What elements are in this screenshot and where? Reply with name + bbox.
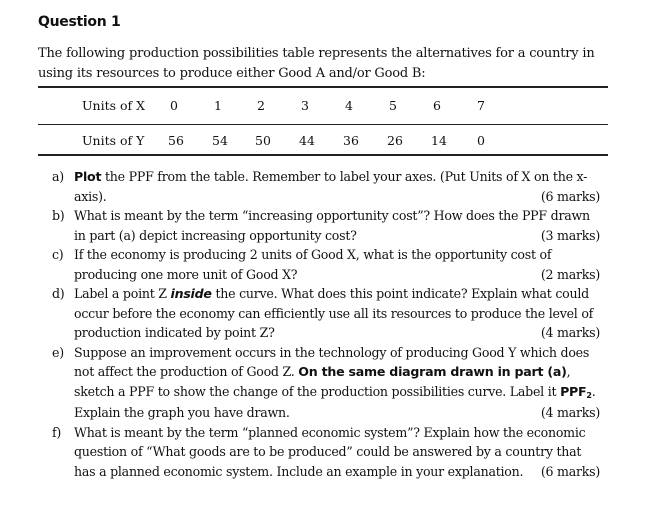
y-value: 14 xyxy=(431,133,447,148)
emphasis-phrase: On the same diagram drawn in part (a) xyxy=(298,364,567,379)
question-text: What is meant by the term “planned economic system”? Explain how the economic question of “What goods are to be produced” could be answered by a country that has a planned economic system. Include an example in your explanation. xyxy=(74,424,586,479)
question-e xyxy=(52,343,600,423)
question-a xyxy=(52,167,600,206)
question-letter: d) xyxy=(52,286,65,301)
x-value: 6 xyxy=(433,98,441,113)
y-value: 26 xyxy=(387,133,403,148)
ppf-label-main: PPF xyxy=(560,383,587,399)
x-value: 3 xyxy=(301,98,309,113)
question-c xyxy=(52,245,600,284)
row-y-label: Units of Y xyxy=(82,133,145,148)
marks-label: (4 marks) xyxy=(540,405,600,420)
y-value: 56 xyxy=(168,133,184,148)
question-list xyxy=(52,167,600,481)
y-value: 54 xyxy=(212,133,228,148)
marks-label: (3 marks) xyxy=(540,227,600,243)
intro-paragraph: The following production possibilities table represents the alternatives for a country in using its resources to produce either Good A and/or Good B: xyxy=(38,46,595,81)
marks-label: (6 marks) xyxy=(540,188,600,204)
table-middle-rule xyxy=(38,124,608,125)
question-letter: c) xyxy=(52,247,64,262)
question-text: What is meant by the term “increasing opportunity cost”? How does the PPF drawn in part (a) depict increasing opportunity cost? xyxy=(74,208,590,243)
question-letter: b) xyxy=(52,208,65,223)
y-value: 44 xyxy=(299,133,315,148)
y-value: 0 xyxy=(477,133,485,148)
question-b xyxy=(52,206,600,245)
question-text: Suppose an improvement occurs in the technology of producing Good Y which does not affect the production of Good Z. xyxy=(74,344,590,379)
table-row-x xyxy=(38,96,608,116)
question-text: the PPF from the table. Remember to label your axes. (Put Units of X on the x-axis). xyxy=(74,169,588,204)
x-value: 2 xyxy=(257,98,265,113)
x-value: 5 xyxy=(389,98,397,113)
marks-label: (2 marks) xyxy=(540,266,600,282)
emphasis-word: Plot xyxy=(74,169,102,184)
marks-label: (6 marks) xyxy=(540,463,600,479)
question-heading: Question 1 xyxy=(38,14,121,30)
emphasis-word: inside xyxy=(170,286,212,301)
question-text: , sketch a PPF to show the change of the production possibilities curve. Label it xyxy=(74,364,571,399)
question-text: the curve. What does this point indicate? Explain what could occur before the economy can efficiently use all its resources to produce the level of production indicated by point Z? xyxy=(74,286,594,340)
question-text: . Explain the graph you have drawn. xyxy=(74,383,596,420)
x-value: 1 xyxy=(214,98,222,113)
y-value: 50 xyxy=(255,133,271,148)
ppf2-label xyxy=(560,384,592,399)
table-row-y xyxy=(38,131,608,151)
question-text: Label a point Z xyxy=(74,286,171,301)
row-x-label: Units of X xyxy=(82,98,146,113)
y-value: 36 xyxy=(343,133,359,148)
question-letter: f) xyxy=(52,424,62,440)
question-d xyxy=(52,284,600,343)
x-value: 7 xyxy=(477,98,485,113)
table-top-rule xyxy=(38,86,608,88)
question-letter: e) xyxy=(52,344,64,360)
question-f xyxy=(52,423,600,482)
table-bottom-rule xyxy=(38,154,608,156)
ppf-label-sub: 2 xyxy=(586,390,592,400)
x-value: 4 xyxy=(345,98,353,113)
question-letter: a) xyxy=(52,169,64,184)
question-text: If the economy is producing 2 units of Good X, what is the opportunity cost of producing one more unit of Good X? xyxy=(74,247,552,282)
marks-label: (4 marks) xyxy=(540,325,600,340)
x-value: 0 xyxy=(170,98,178,113)
